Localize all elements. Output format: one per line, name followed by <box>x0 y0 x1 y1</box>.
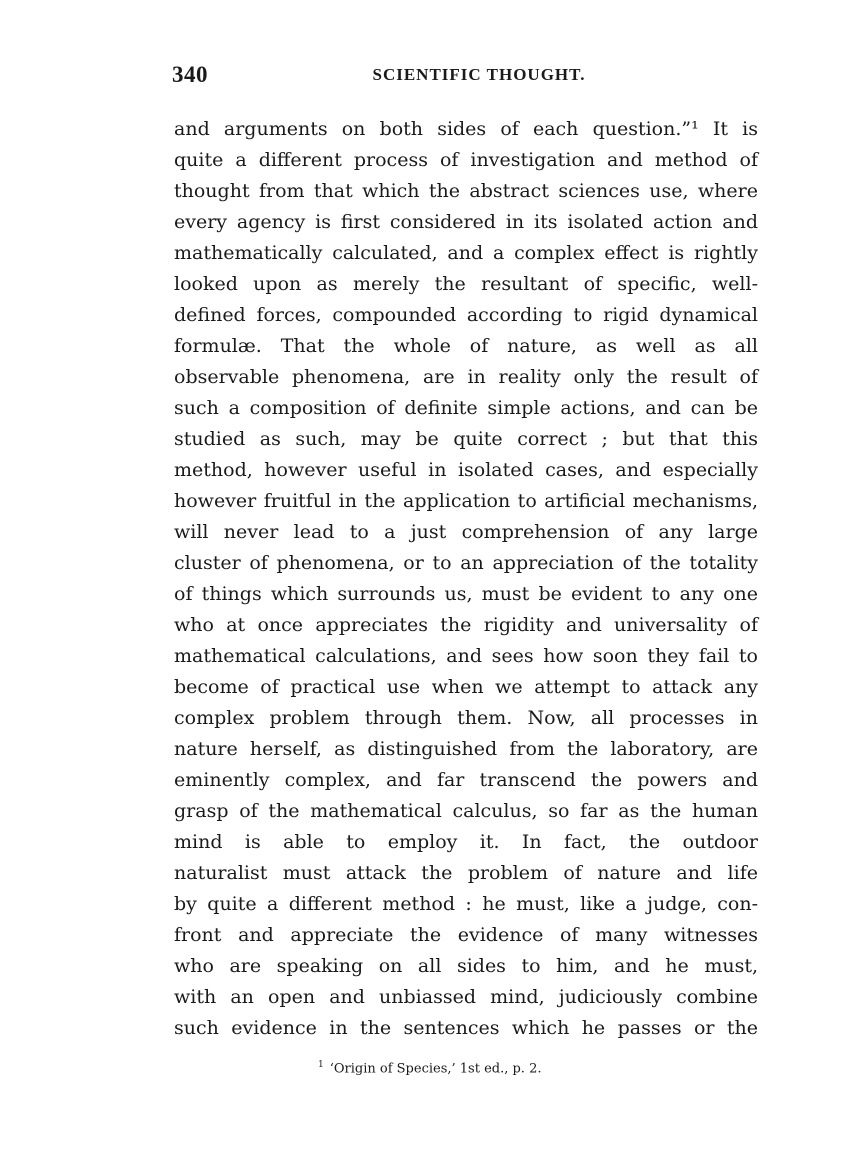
footnote-marker: 1 <box>318 1060 324 1070</box>
body-text <box>174 114 758 1044</box>
page-header <box>172 62 756 92</box>
text-line: cluster of phenomena, or to an appreciation of the totality <box>174 552 758 574</box>
text-line: mathematical calculations, and sees how soon they fail to <box>174 645 758 667</box>
text-line: with an open and unbiassed mind, judiciously combine <box>174 986 758 1008</box>
text-line: observable phenomena, are in reality only the result of <box>174 366 758 388</box>
text-line: such evidence in the sentences which he passes or the <box>174 1017 758 1039</box>
text-line: mathematically calculated, and a complex effect is rightly <box>174 242 758 264</box>
text-line: defined forces, compounded according to rigid dynamical <box>174 304 758 326</box>
text-line: method, however useful in isolated cases, and especially <box>174 459 758 481</box>
text-line: naturalist must attack the problem of nature and life <box>174 862 758 884</box>
text-line: every agency is first considered in its isolated action and <box>174 211 758 233</box>
text-line: nature herself, as distinguished from the laboratory, are <box>174 738 758 760</box>
text-line: who are speaking on all sides to him, and he must, <box>174 955 758 977</box>
text-line: grasp of the mathematical calculus, so far as the human <box>174 800 758 822</box>
text-line: of things which surrounds us, must be evident to any one <box>174 583 758 605</box>
text-line: and arguments on both sides of each question.”¹ It is <box>174 118 758 140</box>
text-line: thought from that which the abstract sciences use, where <box>174 180 758 202</box>
text-line: studied as such, may be quite correct ; but that this <box>174 428 758 450</box>
footnote-text: ‘Origin of Species,’ 1st ed., p. 2. <box>329 1061 542 1077</box>
footnote <box>318 1060 541 1076</box>
text-line: looked upon as merely the resultant of specific, well- <box>174 273 758 295</box>
running-head: SCIENTIFIC THOUGHT. <box>372 65 586 84</box>
text-line: by quite a different method : he must, like a judge, con- <box>174 893 758 915</box>
text-line: however fruitful in the application to artificial mechanisms, <box>174 490 758 512</box>
text-line: front and appreciate the evidence of many witnesses <box>174 924 758 946</box>
text-line: complex problem through them. Now, all processes in <box>174 707 758 729</box>
text-line: eminently complex, and far transcend the powers and <box>174 769 758 791</box>
text-line: quite a different process of investigation and method of <box>174 149 758 171</box>
text-line: who at once appreciates the rigidity and universality of <box>174 614 758 636</box>
text-line: become of practical use when we attempt to attack any <box>174 676 758 698</box>
text-line: mind is able to employ it. In fact, the outdoor <box>174 831 758 853</box>
page-number: 340 <box>172 62 208 87</box>
text-line: such a composition of definite simple actions, and can be <box>174 397 758 419</box>
text-line: will never lead to a just comprehension of any large <box>174 521 758 543</box>
text-line: formulæ. That the whole of nature, as well as all <box>174 335 758 357</box>
